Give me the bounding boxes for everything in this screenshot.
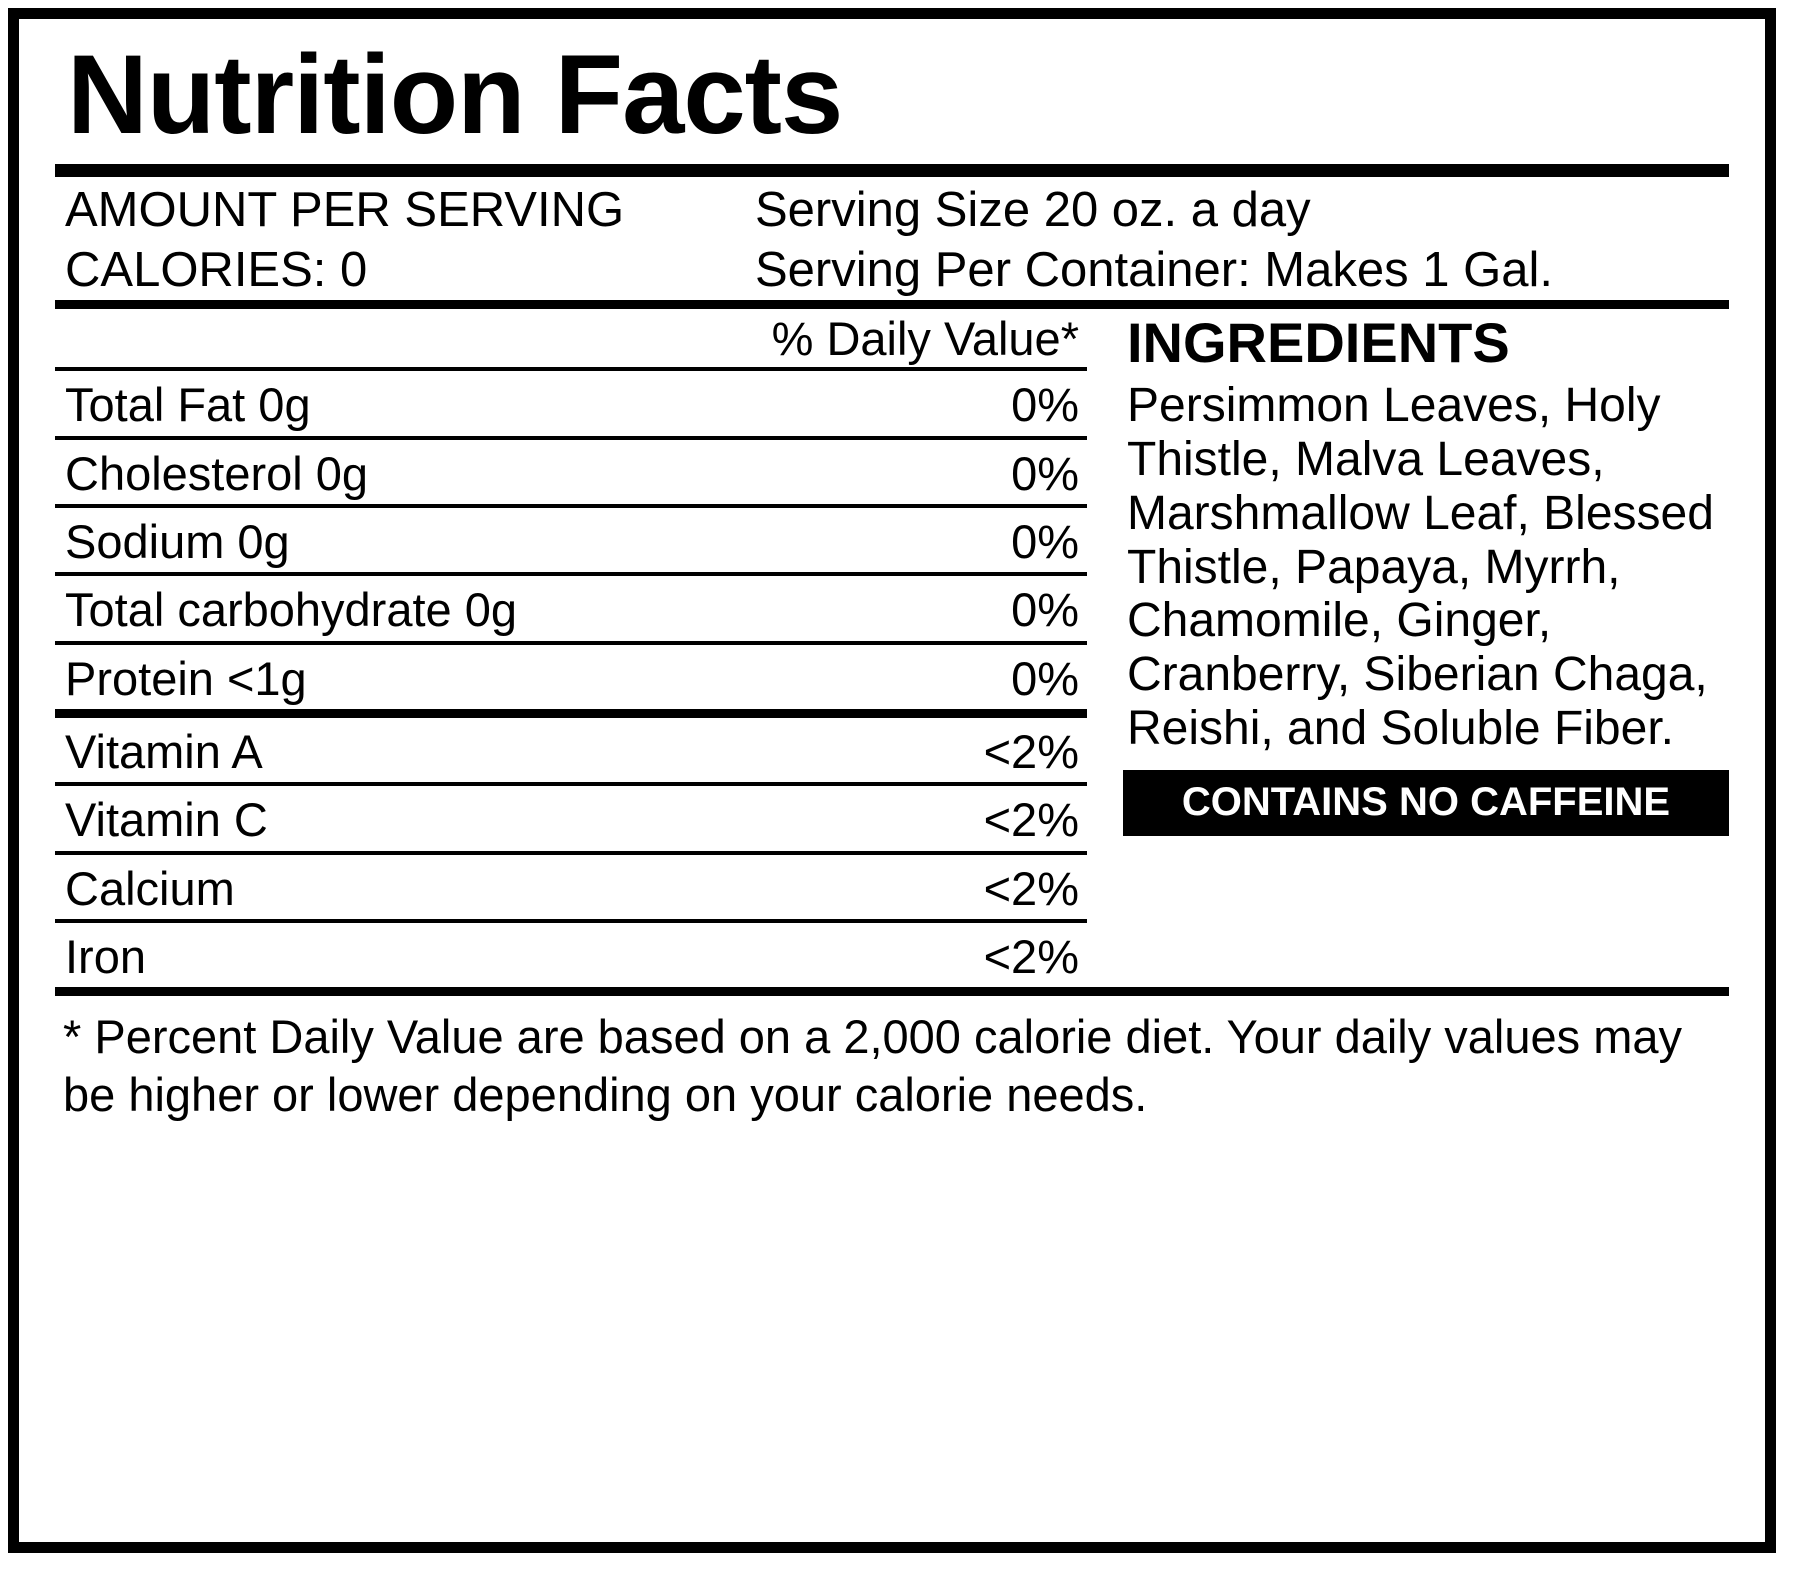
vitamin-name: Calcium	[65, 861, 235, 915]
nutrition-facts-label	[8, 8, 1776, 1553]
nutrient-name: Total Fat 0g	[65, 378, 311, 432]
daily-value-header: % Daily Value*	[771, 312, 1079, 366]
nutrient-value: 0%	[1011, 446, 1079, 500]
nutrient-name: Protein <1g	[65, 651, 307, 705]
vitamin-name: Vitamin A	[65, 724, 263, 778]
ingredients-column	[1095, 309, 1729, 987]
divider-above-footnote	[55, 987, 1729, 996]
label-body	[55, 309, 1729, 987]
nutrient-name: Sodium 0g	[65, 514, 290, 568]
servings-per-container-value: Serving Per Container: Makes 1 Gal.	[755, 242, 1553, 297]
nutrient-row	[55, 371, 1087, 435]
vitamin-row	[55, 855, 1087, 919]
page-title: Nutrition Facts	[67, 32, 843, 157]
calories-label: CALORIES: 0	[65, 242, 368, 297]
footnote: * Percent Daily Value are based on a 2,000 calorie diet. Your daily values may be higher or lower depending on your calorie needs.	[63, 1010, 1682, 1121]
nutrient-value: 0%	[1011, 583, 1079, 637]
nutrient-row	[55, 508, 1087, 572]
nutrient-row	[55, 576, 1087, 640]
vitamin-value: <2%	[983, 929, 1079, 983]
vitamin-row	[55, 718, 1087, 782]
vitamin-row	[55, 923, 1087, 987]
nutrient-value: 0%	[1011, 651, 1079, 705]
serving-size-value: Serving Size 20 oz. a day	[755, 182, 1311, 237]
nutrient-value: 0%	[1011, 378, 1079, 432]
vitamin-value: <2%	[983, 861, 1079, 915]
divider-under-serving	[55, 300, 1729, 309]
nutrient-column	[55, 309, 1095, 987]
nutrient-name: Cholesterol 0g	[65, 446, 369, 500]
serving-row-calories	[55, 241, 1729, 301]
vitamin-row	[55, 786, 1087, 850]
amount-per-serving-label: AMOUNT PER SERVING	[65, 182, 625, 237]
caffeine-banner: CONTAINS NO CAFFEINE	[1123, 770, 1729, 836]
ingredients-text: Persimmon Leaves, Holy Thistle, Malva Leaves, Marshmallow Leaf, Blessed Thistle, Papaya, Myrrh, Chamomile, Ginger, Cranberry, Siberian Chaga, Reishi, and Soluble Fiber.	[1127, 379, 1714, 755]
nutrient-row	[55, 440, 1087, 504]
vitamin-name: Vitamin C	[65, 793, 268, 847]
vitamin-name: Iron	[65, 929, 146, 983]
serving-row-amount	[55, 181, 1729, 241]
serving-header-block	[55, 181, 1729, 301]
ingredients-title: INGREDIENTS	[1127, 311, 1510, 375]
divider-under-title	[55, 164, 1729, 177]
vitamin-value: <2%	[983, 724, 1079, 778]
divider-before-vitamins	[55, 709, 1087, 718]
nutrient-row	[55, 645, 1087, 709]
vitamin-value: <2%	[983, 793, 1079, 847]
nutrient-value: 0%	[1011, 514, 1079, 568]
nutrient-name: Total carbohydrate 0g	[65, 583, 518, 637]
